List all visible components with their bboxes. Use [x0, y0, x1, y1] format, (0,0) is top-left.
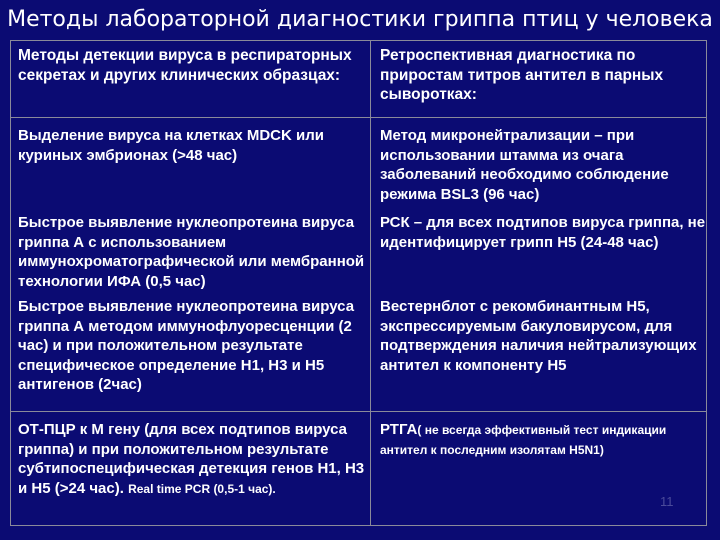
- real-time-pcr-text: Real time PCR (0,5-1 час).: [128, 481, 276, 496]
- cell-left-immunochromatography: Быстрое выявление нуклеопротеина вируса гриппа А с использованием иммунохроматографической или мембранной технологии ИФА (0,5 час): [18, 214, 365, 290]
- cell-right-complement-fixation: РСК – для всех подтипов вируса гриппа, не идентифицирует грипп Н5 (24-48 час): [380, 214, 706, 251]
- page-number: 11: [660, 494, 674, 509]
- header-left: Методы детекции вируса в респираторных секретах и других клинических образцах:: [18, 47, 352, 84]
- cell-left-rt-pcr: [18, 420, 368, 499]
- hai-label: РТГА: [380, 421, 418, 438]
- cell-left-immunofluorescence: Быстрое выявление нуклеопротеина вируса гриппа А методом иммунофлуоресценции (2 час) и при положительном результате специфическое определение Н1, Н3 и Н5 антигенов (2час): [18, 298, 355, 393]
- rt-pcr-text: ОТ-ПЦР к М гену (для всех подтипов вируса гриппа) и при положительном результате субтипоспецифическая детекция генов Н1, Н3 и Н5 (>24 час).: [18, 421, 365, 497]
- hai-note: ( не всегда эффективный тест индикации антител к последним изолятам Н5N1): [380, 423, 667, 457]
- header-right: Ретроспективная диагностика по приростам титров антител в парных сыворотках:: [380, 47, 664, 103]
- cell-left-virus-isolation: Выделение вируса на клетках MDCK или куриных эмбрионах (>48 час): [18, 127, 324, 164]
- row-divider: [10, 411, 707, 412]
- cell-right-microneutralization: Метод микронейтрализации – при использовании штамма из очага заболеваний необходимо соблюдение режима BSL3 (96 час): [380, 127, 669, 203]
- column-divider: [370, 40, 371, 526]
- row-divider: [10, 117, 707, 118]
- cell-right-western-blot: Вестернблот с рекомбинантным Н5, экспрессируемым бакуловирусом, для подтверждения наличия нейтрализующих антител к компоненту Н5: [380, 298, 697, 374]
- slide-title: Методы лабораторной диагностики гриппа птиц у человека: [7, 7, 713, 32]
- cell-right-hai: [380, 420, 706, 459]
